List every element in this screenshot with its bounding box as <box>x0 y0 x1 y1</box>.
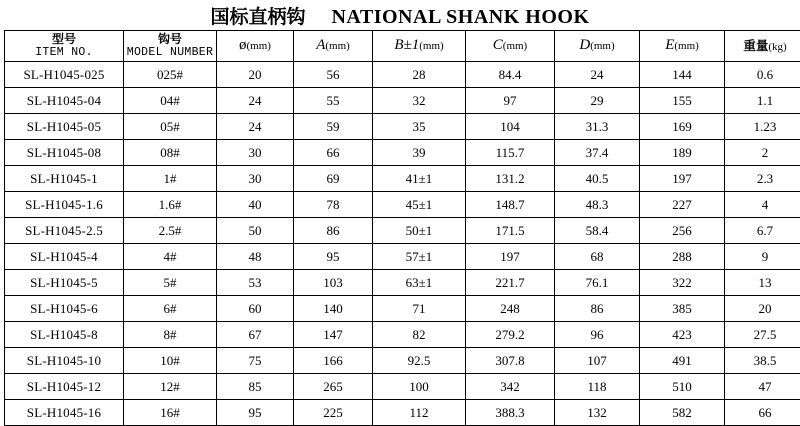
column-header-diameter-unit: (mm) <box>247 40 271 52</box>
cell-item-no: SL-H1045-8 <box>5 322 124 348</box>
cell-e: 155 <box>640 88 725 114</box>
cell-c: 197 <box>466 244 555 270</box>
column-header-e-symbol: E <box>665 37 674 53</box>
cell-weight: 4 <box>725 192 800 218</box>
cell-model-number: 4# <box>124 244 217 270</box>
column-header-c <box>466 31 555 62</box>
cell-b: 41±1 <box>373 166 466 192</box>
table-row <box>5 166 800 192</box>
cell-weight: 66 <box>725 400 800 426</box>
column-header-model-number-cn: 钩号 <box>124 32 216 46</box>
cell-a: 66 <box>294 140 373 166</box>
cell-d: 107 <box>555 348 640 374</box>
page-title <box>4 4 796 30</box>
column-header-item-no-en: ITEM NO. <box>5 46 123 60</box>
cell-d: 86 <box>555 296 640 322</box>
cell-weight: 9 <box>725 244 800 270</box>
cell-e: 197 <box>640 166 725 192</box>
cell-a: 56 <box>294 62 373 88</box>
cell-c: 279.2 <box>466 322 555 348</box>
column-header-d-unit: (mm) <box>590 40 614 52</box>
cell-e: 189 <box>640 140 725 166</box>
table-row <box>5 244 800 270</box>
cell-diameter: 60 <box>217 296 294 322</box>
cell-b: 63±1 <box>373 270 466 296</box>
cell-model-number: 8# <box>124 322 217 348</box>
cell-b: 92.5 <box>373 348 466 374</box>
table-row <box>5 296 800 322</box>
cell-c: 84.4 <box>466 62 555 88</box>
cell-e: 491 <box>640 348 725 374</box>
table-header <box>5 31 800 62</box>
cell-e: 510 <box>640 374 725 400</box>
cell-d: 29 <box>555 88 640 114</box>
cell-b: 57±1 <box>373 244 466 270</box>
cell-a: 69 <box>294 166 373 192</box>
cell-e: 256 <box>640 218 725 244</box>
cell-weight: 27.5 <box>725 322 800 348</box>
table-row <box>5 270 800 296</box>
cell-diameter: 75 <box>217 348 294 374</box>
cell-b: 50±1 <box>373 218 466 244</box>
cell-model-number: 5# <box>124 270 217 296</box>
cell-weight: 2 <box>725 140 800 166</box>
cell-a: 147 <box>294 322 373 348</box>
column-header-a <box>294 31 373 62</box>
cell-item-no: SL-H1045-04 <box>5 88 124 114</box>
table-row <box>5 114 800 140</box>
cell-c: 131.2 <box>466 166 555 192</box>
cell-a: 166 <box>294 348 373 374</box>
cell-item-no: SL-H1045-12 <box>5 374 124 400</box>
cell-c: 115.7 <box>466 140 555 166</box>
cell-c: 148.7 <box>466 192 555 218</box>
cell-b: 32 <box>373 88 466 114</box>
cell-b: 28 <box>373 62 466 88</box>
table-header-row <box>5 31 800 62</box>
cell-weight: 13 <box>725 270 800 296</box>
column-header-e <box>640 31 725 62</box>
cell-a: 225 <box>294 400 373 426</box>
cell-diameter: 30 <box>217 140 294 166</box>
cell-d: 24 <box>555 62 640 88</box>
cell-item-no: SL-H1045-5 <box>5 270 124 296</box>
column-header-d-symbol: D <box>579 37 590 53</box>
column-header-model-number-en: MODEL NUMBER <box>124 46 216 60</box>
cell-model-number: 025# <box>124 62 217 88</box>
cell-model-number: 08# <box>124 140 217 166</box>
cell-d: 48.3 <box>555 192 640 218</box>
cell-e: 227 <box>640 192 725 218</box>
cell-item-no: SL-H1045-025 <box>5 62 124 88</box>
cell-item-no: SL-H1045-16 <box>5 400 124 426</box>
table-row <box>5 140 800 166</box>
page-title-chinese: 国标直柄钩 <box>210 6 305 28</box>
cell-weight: 1.1 <box>725 88 800 114</box>
cell-model-number: 1# <box>124 166 217 192</box>
cell-diameter: 30 <box>217 166 294 192</box>
table-row <box>5 348 800 374</box>
cell-diameter: 53 <box>217 270 294 296</box>
column-header-c-unit: (mm) <box>503 40 527 52</box>
cell-e: 423 <box>640 322 725 348</box>
cell-weight: 2.3 <box>725 166 800 192</box>
cell-weight: 6.7 <box>725 218 800 244</box>
column-header-diameter-symbol: ø <box>239 37 247 53</box>
column-header-b-unit: (mm) <box>419 40 443 52</box>
cell-a: 86 <box>294 218 373 244</box>
cell-item-no: SL-H1045-08 <box>5 140 124 166</box>
column-header-b-symbol: B±1 <box>394 37 419 53</box>
specification-table <box>4 30 800 426</box>
table-row <box>5 62 800 88</box>
cell-b: 45±1 <box>373 192 466 218</box>
cell-weight: 1.23 <box>725 114 800 140</box>
cell-b: 71 <box>373 296 466 322</box>
cell-b: 112 <box>373 400 466 426</box>
cell-d: 31.3 <box>555 114 640 140</box>
cell-b: 100 <box>373 374 466 400</box>
cell-weight: 20 <box>725 296 800 322</box>
cell-model-number: 2.5# <box>124 218 217 244</box>
column-header-weight-cn: 重量 <box>743 38 768 53</box>
column-header-model-number <box>124 31 217 62</box>
table-row <box>5 374 800 400</box>
cell-e: 385 <box>640 296 725 322</box>
cell-c: 97 <box>466 88 555 114</box>
cell-d: 76.1 <box>555 270 640 296</box>
cell-diameter: 85 <box>217 374 294 400</box>
column-header-d <box>555 31 640 62</box>
cell-item-no: SL-H1045-6 <box>5 296 124 322</box>
cell-model-number: 10# <box>124 348 217 374</box>
cell-c: 307.8 <box>466 348 555 374</box>
cell-weight: 38.5 <box>725 348 800 374</box>
page-title-english: NATIONAL SHANK HOOK <box>331 6 589 28</box>
cell-b: 82 <box>373 322 466 348</box>
column-header-a-unit: (mm) <box>325 40 349 52</box>
cell-d: 40.5 <box>555 166 640 192</box>
cell-diameter: 95 <box>217 400 294 426</box>
cell-d: 96 <box>555 322 640 348</box>
cell-diameter: 67 <box>217 322 294 348</box>
cell-item-no: SL-H1045-10 <box>5 348 124 374</box>
column-header-diameter <box>217 31 294 62</box>
table-row <box>5 400 800 426</box>
table-body <box>5 62 800 426</box>
cell-a: 103 <box>294 270 373 296</box>
table-row <box>5 192 800 218</box>
cell-a: 140 <box>294 296 373 322</box>
column-header-b <box>373 31 466 62</box>
cell-diameter: 24 <box>217 114 294 140</box>
cell-model-number: 05# <box>124 114 217 140</box>
cell-item-no: SL-H1045-1 <box>5 166 124 192</box>
cell-c: 171.5 <box>466 218 555 244</box>
cell-a: 95 <box>294 244 373 270</box>
cell-a: 59 <box>294 114 373 140</box>
column-header-item-no-cn: 型号 <box>5 32 123 46</box>
cell-d: 68 <box>555 244 640 270</box>
cell-model-number: 12# <box>124 374 217 400</box>
cell-diameter: 24 <box>217 88 294 114</box>
table-row <box>5 88 800 114</box>
column-header-weight-unit: (kg) <box>768 41 786 53</box>
cell-c: 388.3 <box>466 400 555 426</box>
cell-b: 35 <box>373 114 466 140</box>
cell-e: 169 <box>640 114 725 140</box>
cell-a: 78 <box>294 192 373 218</box>
column-header-item-no <box>5 31 124 62</box>
cell-d: 58.4 <box>555 218 640 244</box>
cell-e: 288 <box>640 244 725 270</box>
cell-c: 248 <box>466 296 555 322</box>
cell-item-no: SL-H1045-4 <box>5 244 124 270</box>
cell-d: 132 <box>555 400 640 426</box>
cell-model-number: 6# <box>124 296 217 322</box>
cell-item-no: SL-H1045-05 <box>5 114 124 140</box>
column-header-e-unit: (mm) <box>674 40 698 52</box>
table-row <box>5 322 800 348</box>
cell-c: 221.7 <box>466 270 555 296</box>
cell-e: 144 <box>640 62 725 88</box>
cell-model-number: 04# <box>124 88 217 114</box>
cell-diameter: 20 <box>217 62 294 88</box>
cell-d: 118 <box>555 374 640 400</box>
cell-weight: 47 <box>725 374 800 400</box>
cell-d: 37.4 <box>555 140 640 166</box>
cell-a: 265 <box>294 374 373 400</box>
cell-diameter: 48 <box>217 244 294 270</box>
column-header-c-symbol: C <box>493 37 503 53</box>
cell-e: 322 <box>640 270 725 296</box>
cell-b: 39 <box>373 140 466 166</box>
cell-e: 582 <box>640 400 725 426</box>
column-header-weight <box>725 31 800 62</box>
cell-a: 55 <box>294 88 373 114</box>
cell-weight: 0.6 <box>725 62 800 88</box>
cell-item-no: SL-H1045-2.5 <box>5 218 124 244</box>
cell-c: 342 <box>466 374 555 400</box>
table-row <box>5 218 800 244</box>
cell-diameter: 50 <box>217 218 294 244</box>
cell-model-number: 1.6# <box>124 192 217 218</box>
column-header-a-symbol: A <box>316 37 325 53</box>
cell-model-number: 16# <box>124 400 217 426</box>
cell-diameter: 40 <box>217 192 294 218</box>
cell-c: 104 <box>466 114 555 140</box>
cell-item-no: SL-H1045-1.6 <box>5 192 124 218</box>
